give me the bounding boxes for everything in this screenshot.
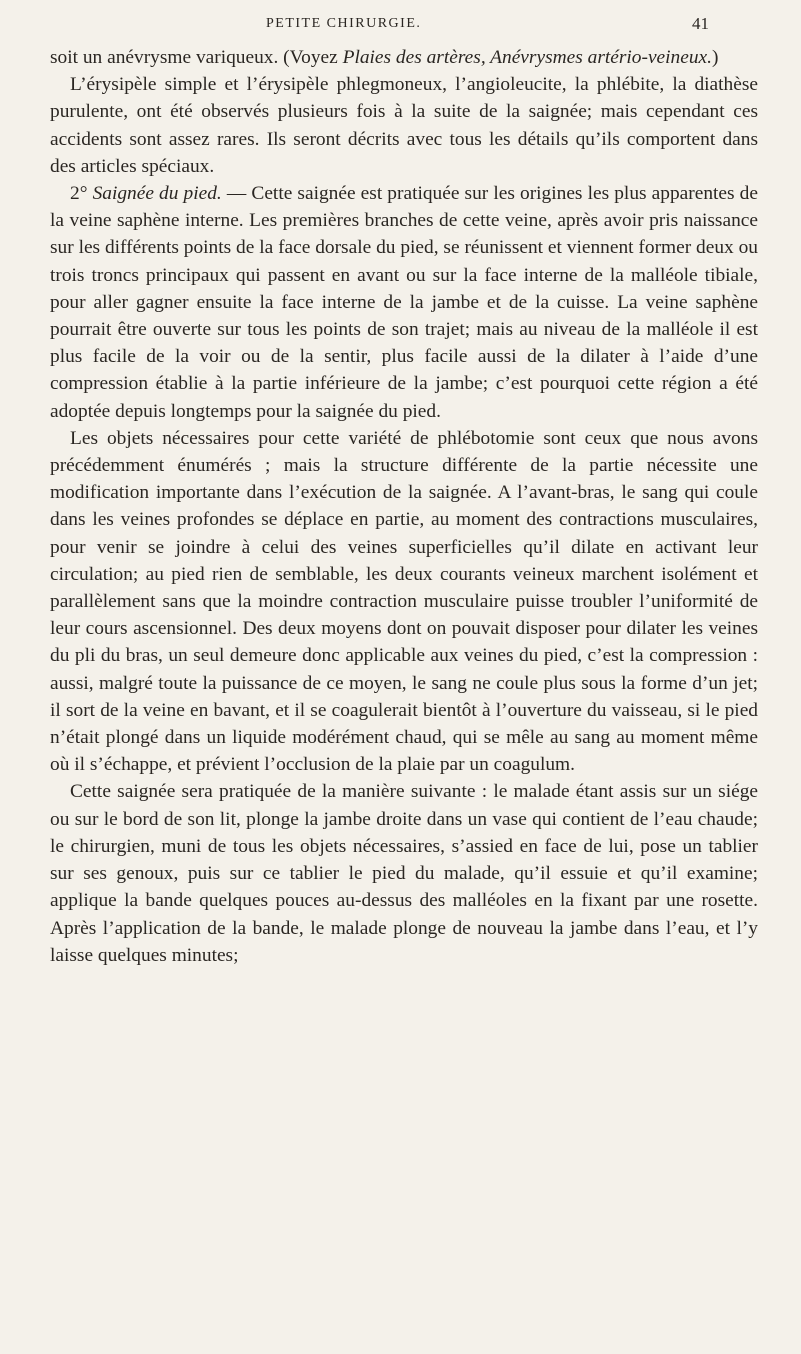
cross-reference: Plaies des artères, Anévrysmes artério-veineux.	[342, 47, 712, 68]
section-number: 2°	[70, 183, 93, 205]
paragraph-3	[50, 180, 758, 425]
paragraph-3-text: — Cette saignée est pratiquée sur les origines les plus apparentes de la veine saphène interne. Les premières branches de cette veine, après avoir pris naissance sur les différents points de la face dorsale du pied, se réunissent et viennent former deux ou trois troncs principaux qui passent en avant ou sur la face interne de la malléole tibiale, pour aller gagner ensuite la face interne de la jambe et de la cuisse. La veine saphène pourrait être ouverte sur tous les points de son trajet; mais au niveau de la malléole il est plus facile de la voir ou de la sentir, plus facile aussi de la dilater à l’aide d’une compression établie à la partie inférieure de la jambe; c’est pourquoi cette région a été adoptée depuis longtemps pour la saignée du pied.	[50, 183, 758, 422]
section-heading: Saignée du pied.	[92, 183, 222, 205]
page-number: 41	[692, 14, 709, 33]
paragraph-1-text: soit un anévrysme variqueux. (Voyez	[50, 47, 343, 68]
page-header	[0, 16, 801, 40]
running-title: PETITE CHIRURGIE.	[266, 16, 422, 31]
paragraph-1	[50, 44, 758, 71]
paragraph-5: Cette saignée sera pratiquée de la manière suivante : le malade étant assis sur un siége ou sur le bord de son lit, plonge la jambe droite dans un vase qui contient de l’eau chaude; le chirurgien, muni de tous les objets nécessaires, s’assied en face de lui, pose un tablier sur ses genoux, puis sur ce tablier le pied du malade, qu’il essuie et qu’il examine; applique la bande quelques pouces au-dessus des malléoles en la fixant par une rosette. Après l’application de la bande, le malade plonge de nouveau la jambe dans l’eau, et l’y laisse quelques minutes;	[50, 781, 758, 966]
paragraph-1-close: )	[712, 47, 719, 68]
paragraph-2: L’érysipèle simple et l’érysipèle phlegmoneux, l’angioleucite, la phlébite, la diathèse purulente, ont été observés plusieurs fois à la suite de la saignée; mais cependant ces accidents sont assez rares. Ils seront décrits avec tous les détails qu’ils comportent dans des articles spéciaux.	[50, 74, 758, 177]
body-text	[50, 44, 758, 969]
paragraph-4: Les objets nécessaires pour cette variété de phlébotomie sont ceux que nous avons précédemment énumérés ; mais la structure différente de la partie nécessite une modification importante dans l’exécution de la saignée. A l’avant-bras, le sang qui coule dans les veines profondes se déplace en partie, au moment des contractions musculaires, pour venir se joindre à celui des veines superficielles qu’il dilate en activant leur circulation; au pied rien de semblable, les deux courants veineux marchent isolément et parallèlement sans que la moindre contraction musculaire puisse troubler l’uniformité de leur cours ascensionnel. Des deux moyens dont on pouvait disposer pour dilater les veines du pli du bras, un seul demeure donc applicable aux veines du pied, c’est la compression : aussi, malgré toute la puissance de ce moyen, le sang ne coule plus sous la forme d’un jet; il sort de la veine en bavant, et il se coagulerait bientôt à l’ouverture du vaisseau, si le pied n’était plongé dans un liquide modérément chaud, qui se mêle au sang au moment même où il s’échappe, et prévient l’occlusion de la plaie par un coagulum.	[50, 427, 758, 776]
